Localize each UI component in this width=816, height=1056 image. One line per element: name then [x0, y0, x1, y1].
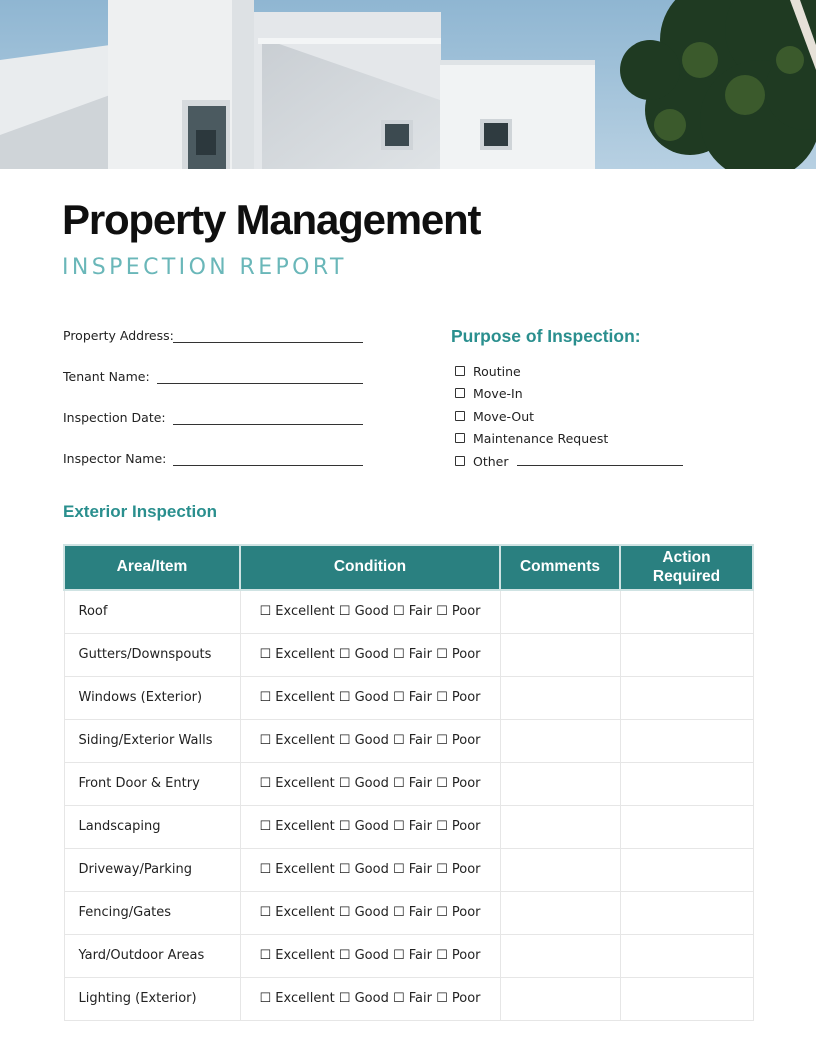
- header-action-line1: Action: [662, 548, 711, 566]
- table-row: [64, 934, 753, 977]
- header-area: Area/Item: [64, 545, 240, 590]
- condition-cell[interactable]: ☐ Excellent ☐ Good ☐ Fair ☐ Poor: [240, 590, 500, 633]
- checkbox-icon[interactable]: [455, 456, 465, 466]
- area-cell: Landscaping: [64, 805, 240, 848]
- field-label: Inspector Name:: [63, 451, 167, 466]
- option-routine[interactable]: [455, 364, 521, 382]
- comments-cell[interactable]: [500, 762, 620, 805]
- area-cell: Roof: [64, 590, 240, 633]
- option-label: Move-Out: [473, 409, 535, 424]
- table-row: [64, 762, 753, 805]
- checkbox-icon[interactable]: [455, 388, 465, 398]
- purpose-heading: Purpose of Inspection:: [451, 326, 641, 346]
- area-cell: Front Door & Entry: [64, 762, 240, 805]
- action-cell[interactable]: [620, 719, 753, 762]
- field-label: Property Address:: [63, 328, 174, 343]
- condition-cell[interactable]: ☐ Excellent ☐ Good ☐ Fair ☐ Poor: [240, 977, 500, 1020]
- inspection-date-field[interactable]: [63, 410, 363, 430]
- action-cell[interactable]: [620, 934, 753, 977]
- field-label: Tenant Name:: [63, 369, 150, 384]
- comments-cell[interactable]: [500, 633, 620, 676]
- inspector-name-field[interactable]: [63, 451, 363, 471]
- header-photo: [0, 0, 816, 169]
- table-row: [64, 848, 753, 891]
- condition-cell[interactable]: ☐ Excellent ☐ Good ☐ Fair ☐ Poor: [240, 805, 500, 848]
- comments-cell[interactable]: [500, 891, 620, 934]
- comments-cell[interactable]: [500, 977, 620, 1020]
- option-move-in[interactable]: [455, 386, 523, 404]
- action-cell[interactable]: [620, 977, 753, 1020]
- action-cell[interactable]: [620, 676, 753, 719]
- area-cell: Driveway/Parking: [64, 848, 240, 891]
- field-underline[interactable]: [173, 424, 363, 425]
- table-row: [64, 891, 753, 934]
- option-label: Maintenance Request: [473, 431, 609, 446]
- option-label: Other: [473, 454, 509, 469]
- condition-cell[interactable]: ☐ Excellent ☐ Good ☐ Fair ☐ Poor: [240, 934, 500, 977]
- checkbox-icon[interactable]: [455, 411, 465, 421]
- field-underline[interactable]: [157, 383, 363, 384]
- comments-cell[interactable]: [500, 934, 620, 977]
- tenant-name-field[interactable]: [63, 369, 363, 389]
- comments-cell[interactable]: [500, 676, 620, 719]
- exterior-inspection-table: [63, 544, 754, 1021]
- action-cell[interactable]: [620, 848, 753, 891]
- comments-cell[interactable]: [500, 719, 620, 762]
- option-label: Move-In: [473, 386, 523, 401]
- header-comments: Comments: [500, 545, 620, 590]
- condition-cell[interactable]: ☐ Excellent ☐ Good ☐ Fair ☐ Poor: [240, 676, 500, 719]
- comments-cell[interactable]: [500, 805, 620, 848]
- table-row: [64, 633, 753, 676]
- action-cell[interactable]: [620, 891, 753, 934]
- condition-cell[interactable]: ☐ Excellent ☐ Good ☐ Fair ☐ Poor: [240, 848, 500, 891]
- document-title: Property Management: [62, 196, 481, 243]
- checkbox-icon[interactable]: [455, 433, 465, 443]
- other-underline[interactable]: [517, 465, 683, 466]
- area-cell: Fencing/Gates: [64, 891, 240, 934]
- area-cell: Gutters/Downspouts: [64, 633, 240, 676]
- option-move-out[interactable]: [455, 409, 534, 427]
- checkbox-icon[interactable]: [455, 366, 465, 376]
- comments-cell[interactable]: [500, 590, 620, 633]
- header-action-line2: Required: [652, 567, 721, 585]
- area-cell: Windows (Exterior): [64, 676, 240, 719]
- option-maintenance-request[interactable]: [455, 431, 608, 449]
- option-label: Routine: [473, 364, 521, 379]
- header-condition: Condition: [240, 545, 500, 590]
- field-underline[interactable]: [173, 465, 363, 466]
- document-subtitle: INSPECTION REPORT: [62, 255, 347, 280]
- comments-cell[interactable]: [500, 848, 620, 891]
- condition-cell[interactable]: ☐ Excellent ☐ Good ☐ Fair ☐ Poor: [240, 891, 500, 934]
- area-cell: Yard/Outdoor Areas: [64, 934, 240, 977]
- action-cell[interactable]: [620, 633, 753, 676]
- table-row: [64, 977, 753, 1020]
- table-row: [64, 676, 753, 719]
- area-cell: Lighting (Exterior): [64, 977, 240, 1020]
- exterior-heading: Exterior Inspection: [63, 502, 217, 521]
- condition-cell[interactable]: ☐ Excellent ☐ Good ☐ Fair ☐ Poor: [240, 762, 500, 805]
- table-row: [64, 719, 753, 762]
- table-row: [64, 590, 753, 633]
- table-row: [64, 805, 753, 848]
- property-address-field[interactable]: [63, 328, 363, 348]
- field-underline[interactable]: [173, 342, 363, 343]
- action-cell[interactable]: [620, 590, 753, 633]
- header-action-required: [620, 545, 753, 590]
- condition-cell[interactable]: ☐ Excellent ☐ Good ☐ Fair ☐ Poor: [240, 633, 500, 676]
- condition-cell[interactable]: ☐ Excellent ☐ Good ☐ Fair ☐ Poor: [240, 719, 500, 762]
- action-cell[interactable]: [620, 762, 753, 805]
- field-label: Inspection Date:: [63, 410, 166, 425]
- area-cell: Siding/Exterior Walls: [64, 719, 240, 762]
- option-other[interactable]: [455, 454, 509, 472]
- action-cell[interactable]: [620, 805, 753, 848]
- table-header-row: [64, 545, 753, 590]
